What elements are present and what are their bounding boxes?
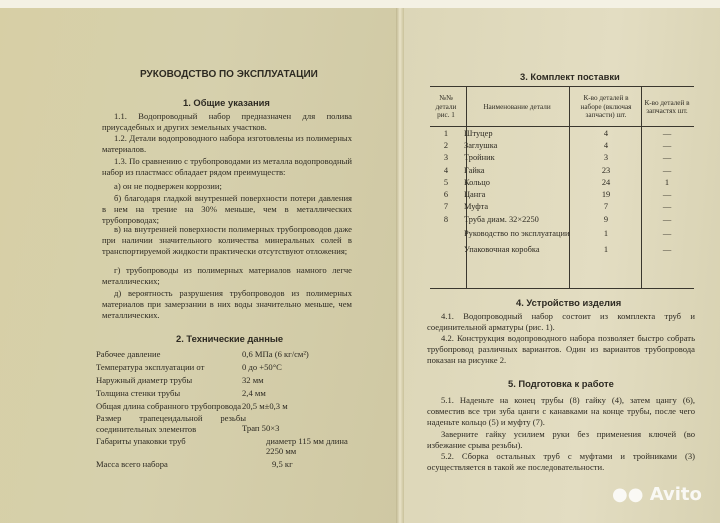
para-1-3: 1.3. По сравнению с трубопроводами из металла водопроводный набор из пластмасс обладает рядом преимуществ: [102,156,352,177]
cell-spare: — [662,214,672,224]
cell-spare: — [662,190,672,200]
cell-name: Муфта [464,202,489,212]
cell-qty: 1 [603,229,609,239]
top-edge [0,0,720,8]
item-v: в) на внутренней поверхности полимерных трубопроводов даже при наличии значительного количества минеральных солей в транспортируемой жидкости практически отсутствуют отложения; [102,224,352,256]
spec-value: 20,5 м±0,3 м [242,401,288,411]
col-header-number: №№ детали рис. 1 [430,88,462,127]
spec-label: Рабочее давление [96,349,161,359]
avito-watermark [612,484,702,505]
table-row [430,164,694,176]
cell-qty: 19 [601,190,611,200]
section-2-heading: 2. Технические данные [176,333,284,344]
spec-label: Наружный диаметр трубы [96,375,193,385]
cell-spare: 1 [664,177,670,187]
cell-name: Цанга [464,190,486,200]
item-a: а) он не подвержен коррозии; [114,181,222,191]
table-row [430,201,694,213]
table-row [430,127,694,140]
table-row [430,176,694,188]
para-4-2: 4.2. Конструкция водопроводного набора позволяет быстро собрать трубопровод различных вариантов. Один из вариантов трубопровода показан на рисунке 2. [427,333,695,365]
table-bottom-rule [430,288,694,289]
cell-number: 5 [443,177,449,187]
cell-spare: — [662,245,672,255]
para-5-1: 5.1. Наденьте на конец трубы (8) гайку (4), затем цангу (6), совместив все три зуба цанги с канавками на конце трубы, после чего наденьте кольцо (5) и муфту (7). [427,395,695,427]
cell-qty: 3 [603,153,609,163]
table-row [430,242,694,258]
cell-number [430,242,462,258]
cell-qty: 1 [603,245,609,255]
cell-number: 4 [443,165,449,175]
watermark-text: Avito [649,484,702,505]
spec-value: 2,4 мм [242,388,266,398]
cell-number [430,225,462,241]
cell-number: 1 [443,128,449,138]
spec-value: 0 до +50°С [242,362,282,372]
cell-spare: — [662,202,672,212]
cell-name: Кольцо [464,177,490,187]
section-4-heading: 4. Устройство изделия [516,297,622,308]
cell-number: 7 [443,202,449,212]
cell-name: Штуцер [464,128,493,138]
spec-label: Толщина стенки трубы [96,388,181,398]
cell-qty: 4 [603,128,609,138]
section-1-heading: 1. Общие указания [183,97,270,108]
cell-name: Заглушка [464,140,498,150]
item-g: г) трубопроводы из полимерных материалов намного легче металлических; [102,265,352,286]
cell-qty: 24 [601,177,611,187]
cell-spare: — [662,229,672,239]
item-b: б) благодаря гладкой внутренней поверхности потери давления в нем на трение на 30% меньше, чем в металлических трубопроводах; [102,193,352,225]
spec-value: 0,6 МПа (6 кг/см²) [242,349,309,359]
cell-spare: — [662,140,672,150]
cell-number: 8 [443,214,449,224]
item-d: д) вероятность разрушения трубопроводов из полимерных материалов при замерзании в них воды значительно меньше, чем металлических. [102,288,352,320]
spec-value: 9,5 кг [272,459,293,469]
cell-name: Гайка [464,165,485,175]
cell-name: Руководство по эксплуатации [464,228,570,238]
spec-label: Общая длина собранного трубопровода [96,401,242,411]
kit-table [430,88,694,258]
cell-name: Труба диам. 32×2250 [464,214,539,224]
para-1-2: 1.2. Детали водопроводного набора изготовлены из полимерных материалов. [102,133,352,154]
spec-label: Масса всего набора [96,459,168,469]
table-top-rule [430,86,694,87]
table-row [430,139,694,151]
table-row [430,188,694,200]
cell-name: Тройник [464,153,495,163]
table-row [430,213,694,225]
col-header-name: Наименование детали [462,88,572,127]
spec-value: диаметр 115 мм длина 2250 мм [266,436,348,456]
cell-spare: — [662,165,672,175]
para-1-1: 1.1. Водопроводный набор предназначен для полива приусадебных и других земельных участков. [102,111,352,132]
cell-spare: — [662,153,672,163]
cell-number: 2 [443,140,449,150]
col-header-qty: К-во деталей в наборе (включая запчасти) шт. [572,88,640,127]
section-5-heading: 5. Подготовка к работе [508,378,614,389]
para-5-1b: Заверните гайку усилием руки без применения ключей (во избежание срыва резьбы). [427,429,695,450]
para-4-1: 4.1. Водопроводный набор состоит из комплекта труб и соединительной арматуры (рис. 1). [427,311,695,332]
spec-label: Габариты упаковки труб [96,436,186,446]
spec-value: Трап 50×3 [242,423,280,433]
col-header-spare: К-во деталей в запчастях шт. [640,88,694,127]
section-3-heading: 3. Комплект поставки [520,71,620,82]
table-row [430,225,694,241]
cell-number: 6 [443,190,449,200]
spec-label: Температура эксплуатации от [96,362,205,372]
table-header-row [430,88,694,127]
cell-spare: — [662,128,672,138]
page-fold [396,0,404,523]
cell-qty: 23 [601,165,611,175]
spec-label: Размер трапецеидальной резьбы соединительных элементов [96,413,246,434]
cell-name: Упаковочная коробка [464,245,540,255]
spec-value: 32 мм [242,375,264,385]
cell-qty: 9 [603,214,609,224]
cell-number: 3 [443,153,449,163]
cell-qty: 7 [603,202,609,212]
table-row [430,152,694,164]
avito-dots-icon: ●● [612,484,644,505]
manual-title: РУКОВОДСТВО ПО ЭКСПЛУАТАЦИИ [140,69,318,80]
para-5-2: 5.2. Сборка остальных труб с муфтами и тройниками (3) осуществляется в такой же последовательности. [427,451,695,472]
cell-qty: 4 [603,140,609,150]
